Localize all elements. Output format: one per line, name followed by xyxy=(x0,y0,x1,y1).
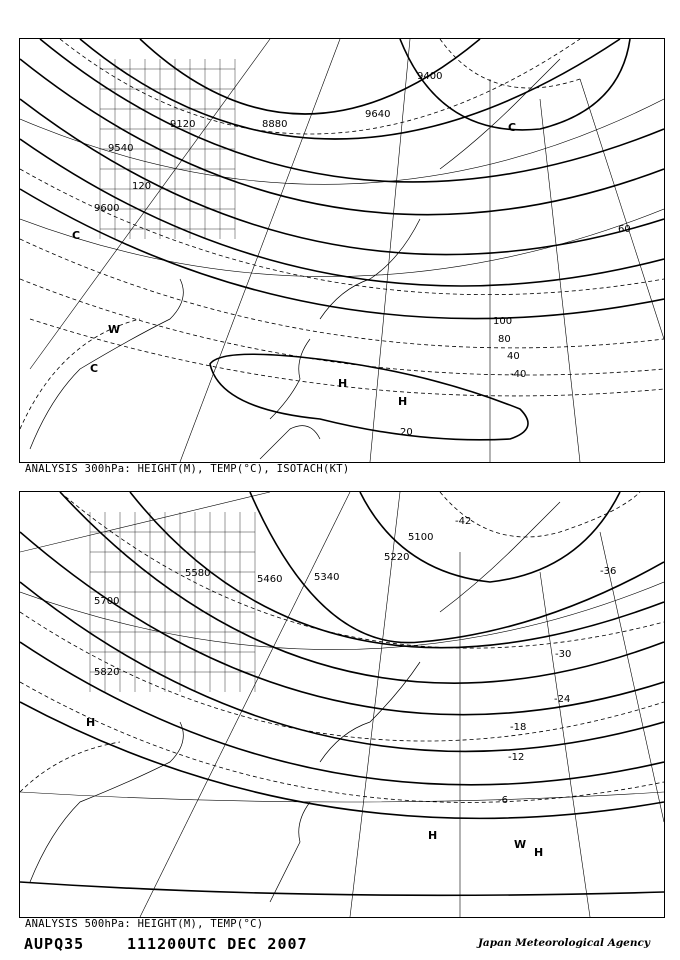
height-label-5460: 5460 xyxy=(257,574,283,585)
height-label-5700: 5700 xyxy=(94,596,120,607)
high-symbol: H xyxy=(398,395,408,408)
panel-300hpa-caption: ANALYSIS 300hPa: HEIGHT(M), TEMP(°C), ISOTACH(KT) xyxy=(25,463,350,475)
high-symbol: H xyxy=(428,829,438,842)
cold-symbol: C xyxy=(508,121,517,134)
isotherms xyxy=(20,39,664,429)
isotach-label-60: 60 xyxy=(618,224,631,235)
cold-symbol: C xyxy=(90,362,99,375)
high-symbol: H xyxy=(534,846,544,859)
valid-time: 111200UTC DEC 2007 xyxy=(127,935,308,953)
height-label-9540: 9540 xyxy=(108,143,134,154)
isotach-label-100: 100 xyxy=(493,316,513,327)
graticule xyxy=(20,39,664,462)
isotherms xyxy=(20,492,664,802)
coastline xyxy=(30,59,560,459)
map-500hpa-canvas xyxy=(20,492,664,917)
coastline xyxy=(30,502,560,902)
temp-label-minus6: -6 xyxy=(498,795,508,806)
isotach-label-80: 80 xyxy=(498,334,511,345)
height-label-5340: 5340 xyxy=(314,572,340,583)
height-label-8880: 8880 xyxy=(262,119,288,130)
temp-label-minus42: -42 xyxy=(455,516,472,527)
height-label-9600: 9600 xyxy=(94,203,120,214)
height-label-5100: 5100 xyxy=(408,532,434,543)
temp-label-minus12: -12 xyxy=(508,752,525,763)
map-300hpa-canvas xyxy=(20,39,664,462)
temp-label-minus18: -18 xyxy=(510,722,527,733)
warm-symbol: W xyxy=(514,838,527,851)
map-panel-300hpa xyxy=(19,38,665,463)
high-symbol: H xyxy=(86,716,96,729)
warm-symbol: W xyxy=(108,323,121,336)
isotherm-label-minus40: -40 xyxy=(510,369,527,380)
agency-credit: Japan Meteorological Agency xyxy=(477,937,650,949)
isotach-label-20: 20 xyxy=(400,427,413,438)
height-label-9640: 9640 xyxy=(365,109,391,120)
isotach-label-120: 120 xyxy=(132,181,152,192)
panel-500hpa-caption: ANALYSIS 500hPa: HEIGHT(M), TEMP(°C) xyxy=(25,918,264,930)
temp-label-minus30: -30 xyxy=(555,649,572,660)
temp-label-minus36: -36 xyxy=(600,566,617,577)
height-label-5580: 5580 xyxy=(185,568,211,579)
map-panel-500hpa xyxy=(19,491,665,918)
height-label-5220: 5220 xyxy=(384,552,410,563)
temp-label-minus24: -24 xyxy=(554,694,571,705)
height-label-9120: 9120 xyxy=(170,119,196,130)
isotach-label-40: 40 xyxy=(507,351,520,362)
chart-code: AUPQ35 xyxy=(24,935,85,953)
high-symbol: H xyxy=(338,377,348,390)
height-label-9400: 9400 xyxy=(417,71,443,82)
height-label-5820: 5820 xyxy=(94,667,120,678)
cold-symbol: C xyxy=(72,229,81,242)
